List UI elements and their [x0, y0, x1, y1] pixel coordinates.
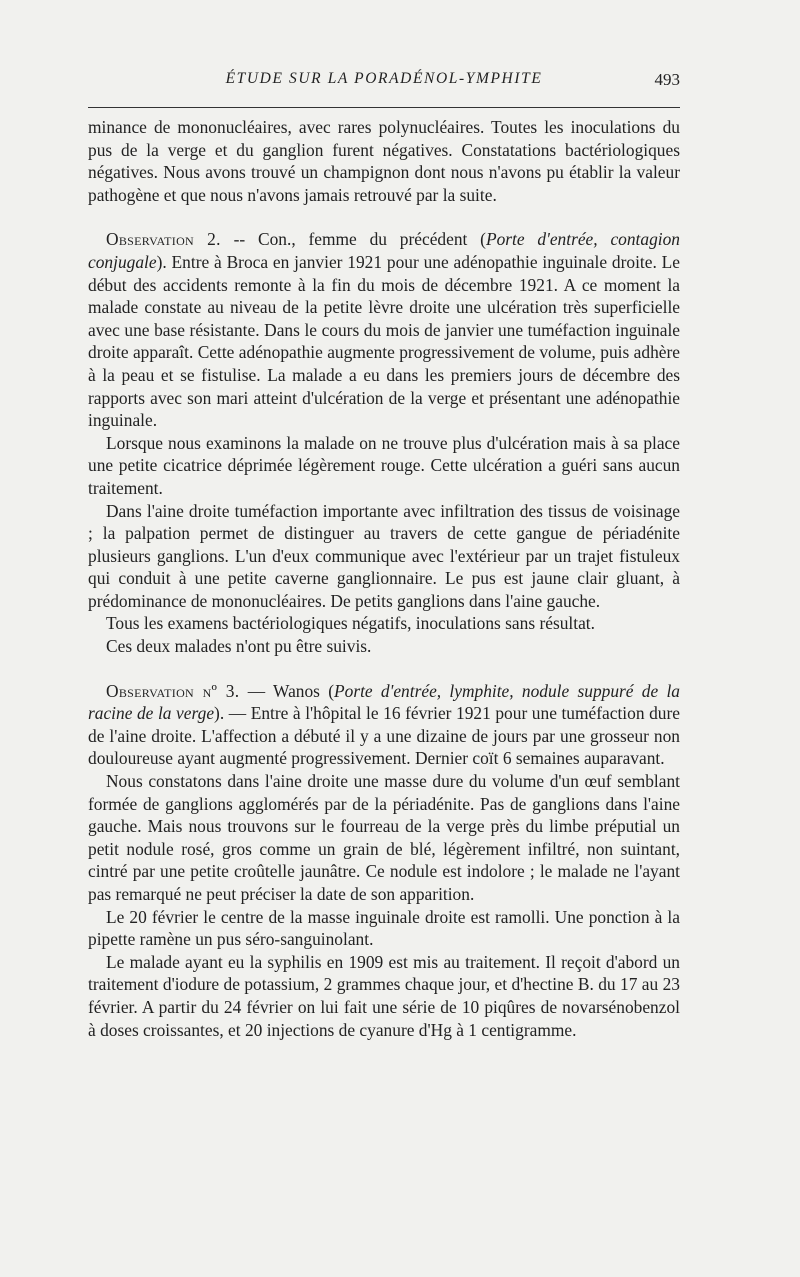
- observation-2-paragraph: [88, 228, 680, 431]
- paragraph-continued: minance de mononucléaires, avec rares polynucléaires. Toutes les inoculations du pus de la verge et du ganglion furent négatives. Constatations bactériologiques négatives. Nous avons trouvé un champignon dont nous n'avons pu établir la valeur pathogène et que nous n'avons jamais retrouvé par la suite.: [88, 117, 680, 205]
- paragraph: Le malade ayant eu la syphilis en 1909 est mis au traitement. Il reçoit d'abord un traitement d'iodure de potassium, 2 grammes chaque jour, et d'hectine B. du 17 au 23 février. A partir du 24 février on lui fait une série de 10 piqûres de novarsénobenzol à doses croissantes, et 20 injections de cyanure d'Hg à 1 centigramme.: [88, 951, 680, 1040]
- observation-3-label: Observation nº 3.: [106, 680, 240, 701]
- paragraph: Dans l'aine droite tuméfaction importante avec infiltration des tissus de voisinage ; la palpation permet de distinguer au travers de cette gangue de périadénite plusieurs ganglions. L'un d'eux communique avec l'extérieur par un trajet fistuleux qui conduit à une petite caverne ganglionnaire. Le pus est jaune clair gluant, à prédominance de mononucléaires. De petits ganglions dans l'aine gauche.: [88, 500, 680, 611]
- observation-3-paragraph: [88, 680, 680, 770]
- observation-2-title: Porte d'entrée, contagion conjugale: [88, 229, 680, 272]
- paragraph: Tous les examens bactériologiques négatifs, inoculations sans résultat.: [106, 613, 595, 634]
- observation-2-patient: -- Con., femme du précédent (: [220, 229, 486, 250]
- paragraph: Ces deux malades n'ont pu être suivis.: [106, 636, 372, 657]
- paragraph: Le 20 février le centre de la masse inguinale droite est ramolli. Une ponction à la pipette ramène un pus séro-sanguinolant.: [88, 906, 680, 950]
- paragraph: Nous constatons dans l'aine droite une masse dure du volume d'un œuf semblant formée de ganglions agglomérés par de la périadénite. Pas de ganglions dans l'aine gauche. Mais nous trouvons sur le fourreau de la verge près du limbe préputial un petit nodule rosé, gros comme un grain de blé, légèrement infiltré, non suintant, cintré par une petite croûtelle jaunâtre. Ce nodule est indolore ; le malade ne l'ayant pas remarqué ne peut préciser la date de son apparition.: [88, 771, 680, 904]
- page-body: [88, 116, 680, 1041]
- paragraph: Lorsque nous examinons la malade on ne trouve plus d'ulcération mais à sa place une petite cicatrice déprimée légèrement rouge. Cette ulcération a guéri sans aucun traitement.: [88, 432, 680, 498]
- observation-3-title: Porte d'entrée, lymphite, nodule suppuré de la racine de la verge: [88, 680, 680, 724]
- observation-2-label: Observation 2.: [106, 229, 221, 250]
- observation-3-patient: — Wanos (: [239, 680, 335, 701]
- running-title: ÉTUDE SUR LA PORADÉNOL-YMPHITE: [225, 70, 543, 87]
- observation-2-text: ). Entre à Broca en janvier 1921 pour une adénopathie inguinale droite. Le début des accidents remonte à la fin du mois de décembre 1921. A ce moment la malade constate au niveau de la petite lèvre droite une ulcération très superficielle avec une base résistante. Dans le cours du mois de janvier une tuméfaction inguinale droite apparaît. Cette adénopathie augmente progressivement de volume, puis adhère à la peau et se fistulise. La malade a eu dans les premiers jours de décembre des rapports avec son mari atteint d'ulcération de la verge et présentant une adénopathie inguinale.: [88, 251, 680, 431]
- header-rule: [88, 107, 680, 108]
- observation-3-text: ). — Entre à l'hôpital le 16 février 1921 pour une tuméfaction dure de l'aine droite. L'affection a débuté il y a une dizaine de jours par une grosseur non douloureuse ayant augmenté progressivement. Dernier coït 6 semaines auparavant.: [88, 703, 680, 769]
- page-number: 493: [654, 70, 680, 89]
- page-header: [88, 70, 680, 100]
